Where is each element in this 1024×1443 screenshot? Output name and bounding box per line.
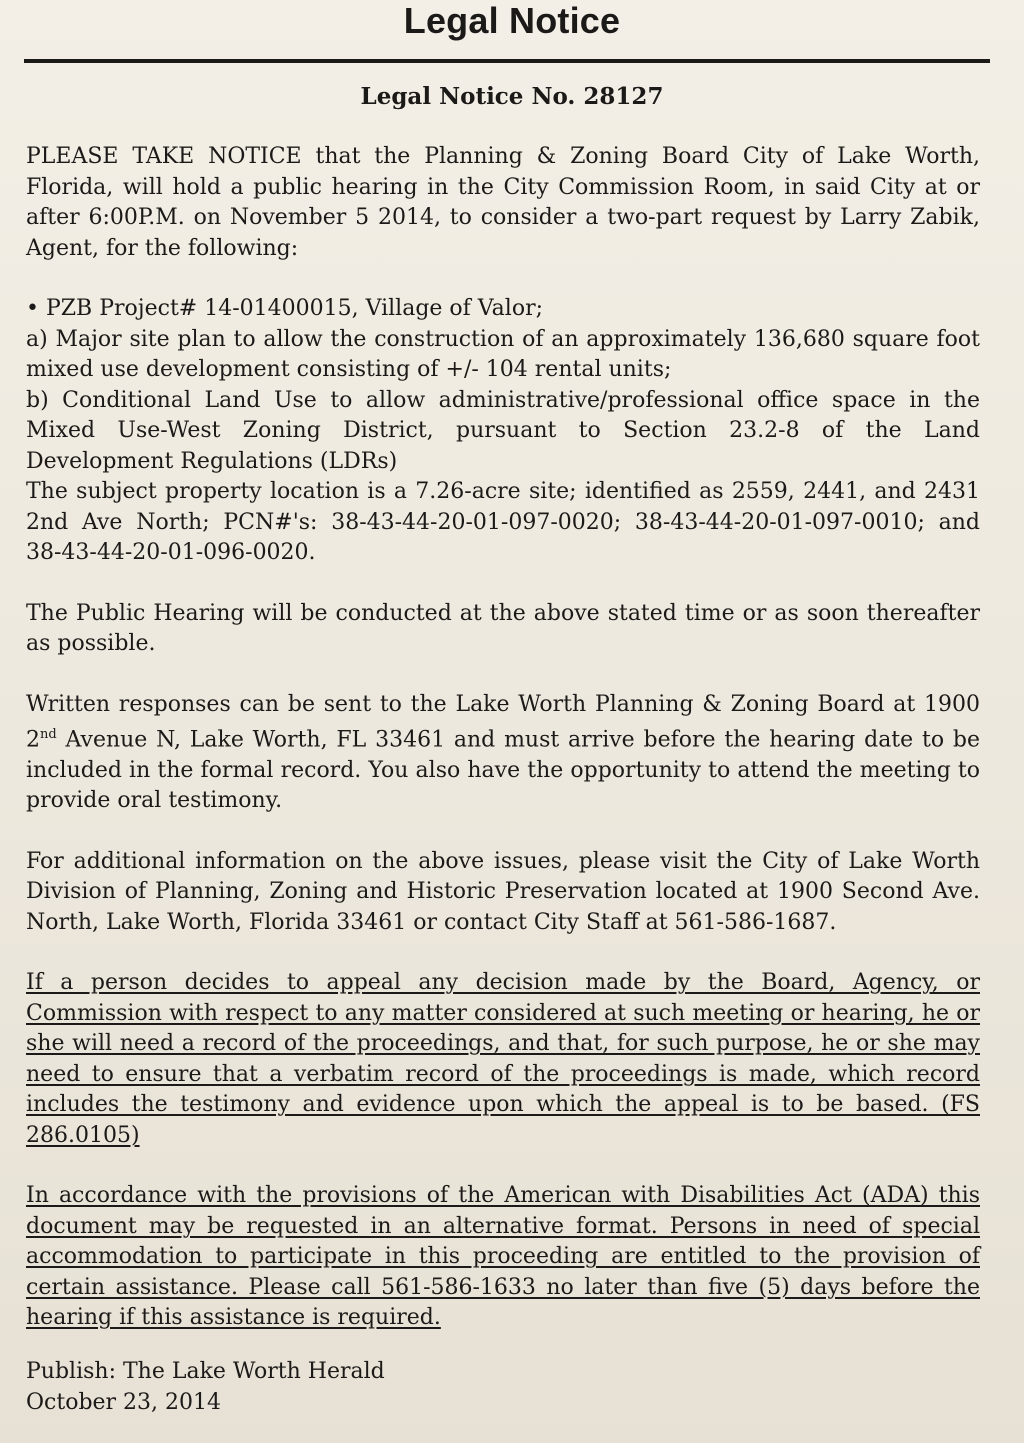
intro-paragraph: PLEASE TAKE NOTICE that the Planning & Zoning Board City of Lake Worth, Florida, will hold a public hearing in the City Commission Room, in said City at or after 6:00P.M. on November 5 2014, to consider a two-part request by Larry Zabik, Agent, for the following: <box>26 144 980 261</box>
publish-date: October 23, 2014 <box>26 1389 222 1415</box>
additional-info-paragraph: For additional information on the above issues, please visit the City of Lake Worth Division of Planning, Zoning and Historic Preservation located at 1900 Second Ave. North, Lake Worth, Florida 33461 or contact City Staff at 561-586-1687. <box>26 848 980 935</box>
property-location: The subject property location is a 7.26-acre site; identified as 2559, 2441, and 2431 2nd Ave North; PCN#'s: 38-43-44-20-01-097-0020; 38-43-44-20-01-097-0010; and 38-43-44-20-01-096-0020. <box>26 479 980 565</box>
ada-notice-paragraph: In accordance with the provisions of the American with Disabilities Act (ADA) this document may be requested in an alternative format. Persons in need of special accommodation to participate in this proceeding are entitled to the provision of certain assistance. Please call 561-586-1633 no later than five (5) days before the hearing if this assistance is required. <box>26 1183 980 1331</box>
written-responses-part2: Avenue N, Lake Worth, FL 33461 and must arrive before the hearing date to be included in the formal record. You also have the opportunity to attend the meeting to provide oral testimony. <box>26 727 980 814</box>
hearing-timing-paragraph: The Public Hearing will be conducted at the above stated time or as soon thereafter as possible. <box>26 600 980 656</box>
written-responses-part1: Written responses can be sent to the Lake Worth Planning & Zoning Board at 1900 2 <box>26 691 980 753</box>
notice-body <box>26 142 980 1418</box>
page-title: Legal Notice <box>403 0 621 41</box>
ordinal-suffix: nd <box>40 727 57 742</box>
notice-number: Legal Notice No. 28127 <box>360 83 664 110</box>
publish-line: Publish: The Lake Worth Herald <box>26 1358 385 1384</box>
header-divider <box>24 59 990 63</box>
appeal-notice-paragraph: If a person decides to appeal any decision made by the Board, Agency, or Commission with respect to any matter considered at such meeting or hearing, he or she will need a record of the proceedings, and that, for such purpose, he or she may need to ensure that a verbatim record of the proceedings is made, which record includes the testimony and evidence upon which the appeal is to be based. (FS 286.0105) <box>26 970 980 1148</box>
project-item-b: b) Conditional Land Use to allow administrative/professional office space in the Mixed Use-West Zoning District, pursuant to Section 23.2-8 of the Land Development Regulations (LDRs) <box>26 387 980 474</box>
project-item-a: a) Major site plan to allow the construction of an approximately 136,680 square foot mixed use development consisting of +/- 104 rental units; <box>26 326 980 382</box>
written-responses-paragraph <box>26 690 980 817</box>
publish-info <box>26 1356 980 1418</box>
project-bullet: • PZB Project# 14-01400015, Village of Valor; <box>26 296 543 321</box>
